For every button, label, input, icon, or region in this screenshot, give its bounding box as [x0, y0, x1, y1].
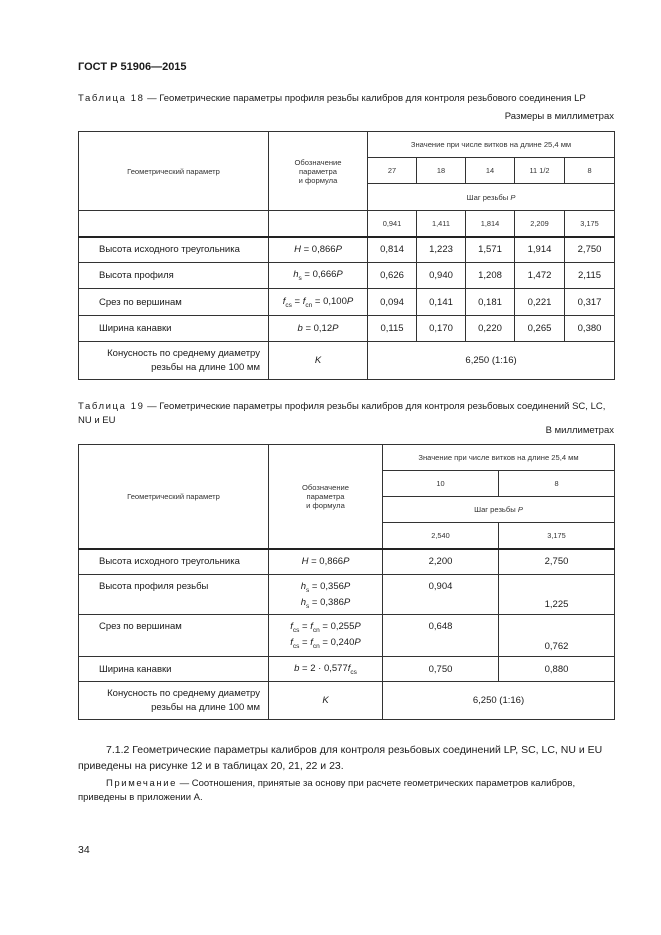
table-row: Высота исходного треугольника H = 0,866P 0,814 1,223 1,571 1,914 2,750	[79, 237, 615, 263]
table18-caption-label: Таблица 18	[78, 93, 145, 104]
table-row: Высота профиля $h_s = 0,666P$ 0,626 0,940 1,208 1,472 2,115	[79, 263, 615, 289]
table-row: Ширина канавки b = 0,12P 0,115 0,170 0,220 0,265 0,380	[79, 316, 615, 342]
table18-pitch: 2,209	[515, 211, 565, 237]
note-label: Примечание	[106, 778, 177, 789]
paragraph-7-1-2: 7.1.2 Геометрические параметры калибров для контроля резьбовых соединений LP, SC, LC, NU и EU приведены на рисунке 12 и в таблицах 20, 21, 22 и 23.	[78, 744, 603, 772]
table19-pitch: 2,540	[383, 523, 499, 549]
table19-caption-text: — Геометрические параметры профиля резьбы калибров для контроля резьбовых соединений SC, LC, NU и EU	[78, 401, 606, 426]
table18-units: Размеры в миллиметрах	[504, 111, 614, 122]
table19-units: В миллиметрах	[545, 425, 614, 436]
table19	[78, 444, 615, 720]
table18-pitch: 1,814	[466, 211, 515, 237]
table-row: Конусность по среднему диаметру резьбы на длине 100 мм K 6,250 (1:16)	[79, 682, 615, 720]
table18-pitch: 0,941	[368, 211, 417, 237]
table19-caption-label: Таблица 19	[78, 401, 145, 412]
table18-caption	[78, 92, 618, 106]
note-text: — Соотношения, принятые за основу при расчете геометрических параметров калибров, приведены в приложении А.	[78, 778, 576, 803]
table19-pitch-header: Шаг резьбы P	[383, 497, 615, 523]
table19-thread: 10	[383, 471, 499, 497]
table18-thread: 27	[368, 158, 417, 184]
table19-pitch: 3,175	[499, 523, 615, 549]
table-row: Ширина канавки $b = 2 \cdot 0,577f_{cs}$ 0,750 0,880	[79, 657, 615, 682]
table-row: Срез по вершинам $f_{cs} = f_{cn} = 0,255P$ $f_{cs} = f_{cn} = 0,240P$ 0,648 0,762	[79, 615, 615, 657]
table18-col-param-header: Геометрический параметр	[79, 132, 269, 211]
table18-thread: 14	[466, 158, 515, 184]
table18-caption-text: — Геометрические параметры профиля резьбы калибров для контроля резьбового соединения LP	[144, 93, 586, 104]
table19-col-param-header: Геометрический параметр	[79, 445, 269, 549]
table18-thread: 8	[565, 158, 615, 184]
table19-col-formula-header: Обозначение параметра и формула	[269, 445, 383, 549]
table-row: Высота профиля резьбы $h_s = 0,356P$ $h_s = 0,386P$ 0,904 1,225	[79, 575, 615, 615]
table18-thread: 18	[417, 158, 466, 184]
table19-thread: 8	[499, 471, 615, 497]
document-header: ГОСТ Р 51906—2015	[78, 61, 187, 73]
table-row: Высота исходного треугольника H = 0,866P 2,200 2,750	[79, 549, 615, 575]
table18-col-formula-header: Обозначение параметра и формула	[269, 132, 368, 211]
page-number: 34	[78, 844, 90, 856]
table18-threads-header: Значение при числе витков на длине 25,4 мм	[368, 132, 615, 158]
table18-pitch-header: Шаг резьбы P	[368, 184, 615, 211]
table19-caption	[78, 400, 618, 428]
table19-threads-header: Значение при числе витков на длине 25,4 мм	[383, 445, 615, 471]
table-row: Конусность по среднему диаметру резьбы на длине 100 мм K 6,250 (1:16)	[79, 342, 615, 380]
note	[78, 777, 618, 805]
table18-thread: 11 1/2	[515, 158, 565, 184]
table-row: Срез по вершинам $f_{cs} = f_{cn} = 0,100P$ 0,094 0,141 0,181 0,221 0,317	[79, 289, 615, 316]
table18	[78, 131, 615, 380]
table18-pitch: 3,175	[565, 211, 615, 237]
table18-pitch: 1,411	[417, 211, 466, 237]
